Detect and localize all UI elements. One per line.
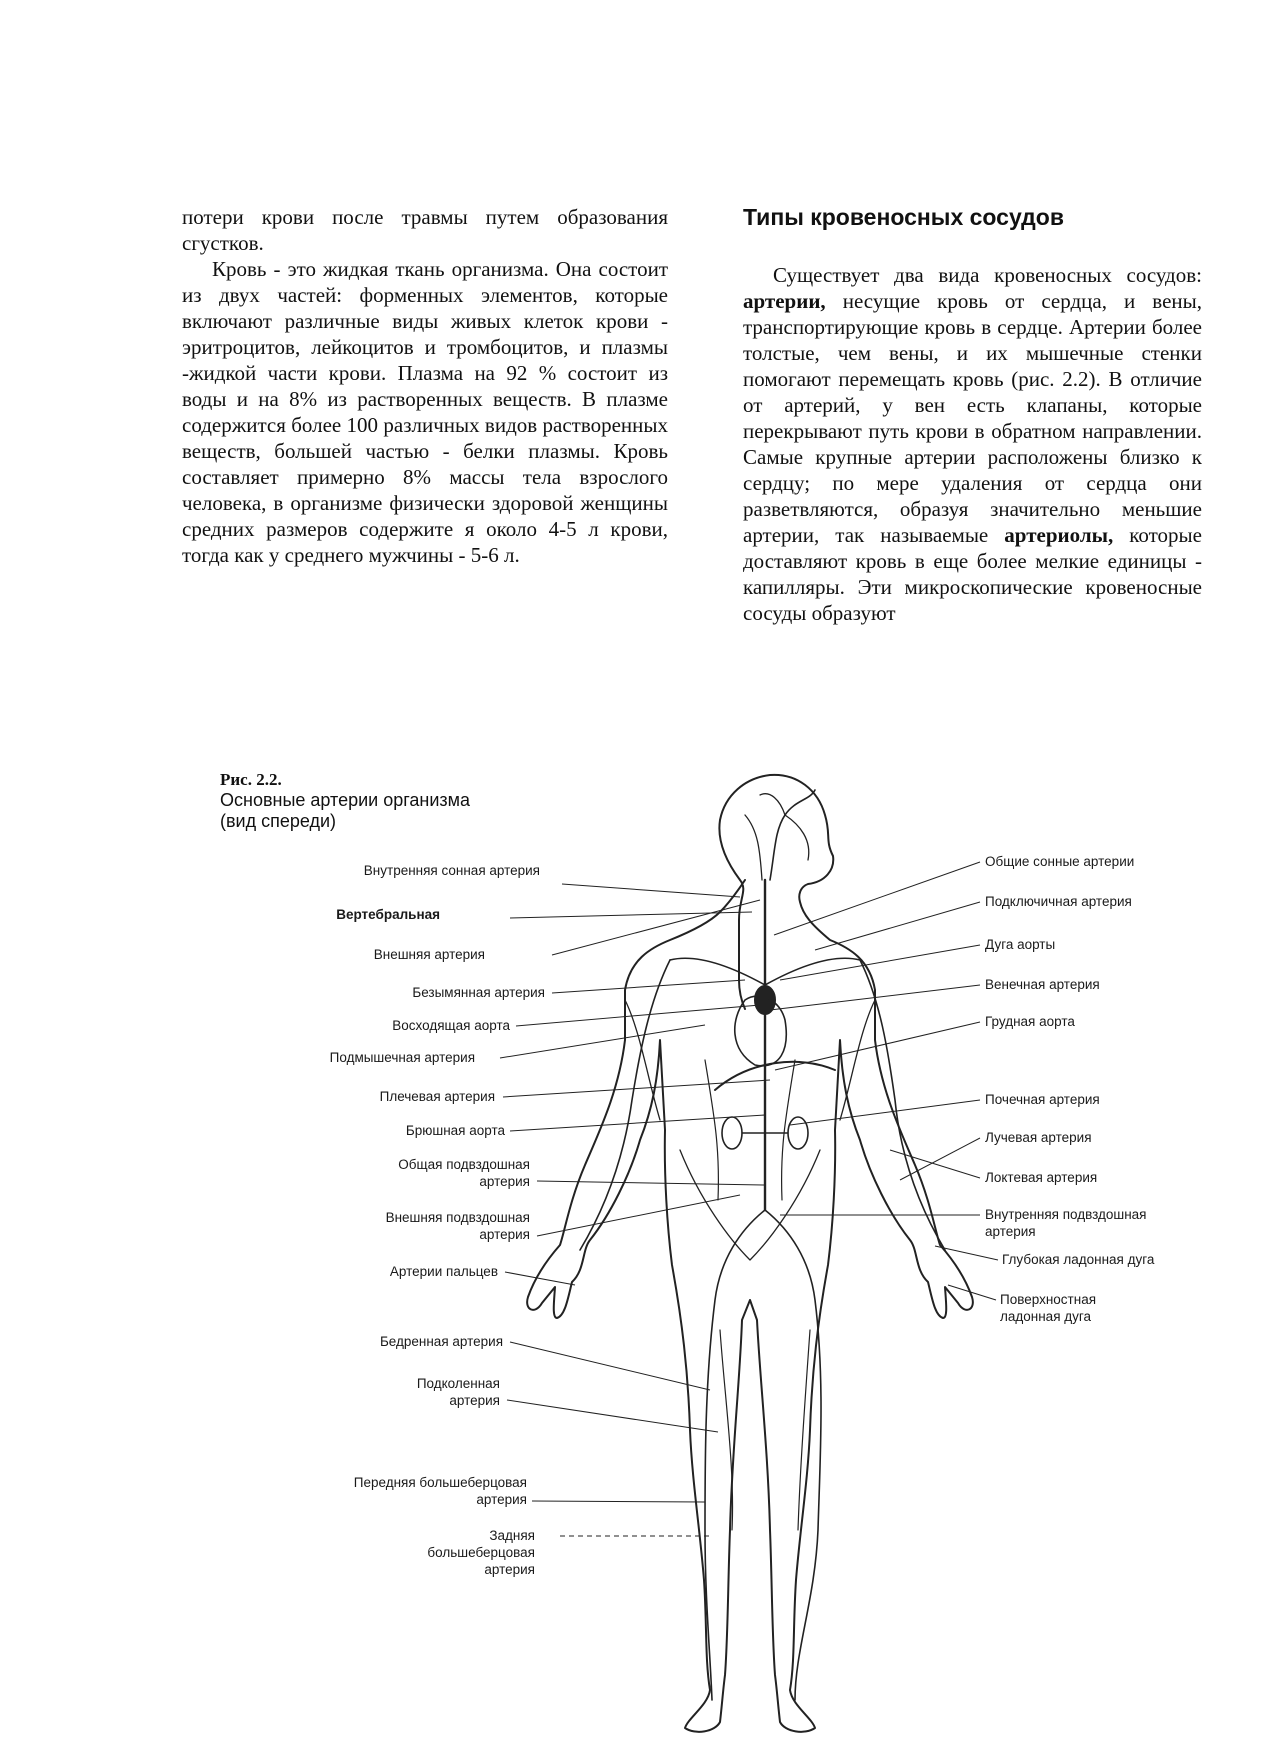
- label-external-iliac: Внешняя подвздошная артерия: [385, 1210, 530, 1242]
- label-internal-iliac: Внутренняя подвздошная артерия: [985, 1207, 1147, 1239]
- label-superficial-palmar-arch: Поверхностная ладонная дуга: [1000, 1292, 1097, 1324]
- figure-number: Рис. 2.2.: [220, 770, 282, 789]
- label-thoracic-aorta: Грудная аорта: [985, 1014, 1075, 1029]
- section-heading: Типы кровеносных сосудов: [743, 204, 1064, 230]
- label-vertebral: Вертебральная: [336, 907, 440, 922]
- body-outline: [527, 775, 973, 1732]
- label-axillary: Подмышечная артерия: [329, 1050, 475, 1065]
- label-digital-arteries: Артерии пальцев: [389, 1264, 498, 1279]
- label-abdominal-aorta: Брюшная аорта: [405, 1123, 505, 1138]
- right-text-a: Существует два вида кровеносных сосудов:: [773, 263, 1202, 287]
- left-paragraph-1: потери крови после травмы путем образования сгустков.: [182, 205, 668, 255]
- label-deep-palmar-arch: Глубокая ладонная дуга: [1002, 1252, 1155, 1267]
- label-radial: Лучевая артерия: [985, 1130, 1092, 1145]
- right-text-c: несущие кровь от сердца, и вены, транспортирующие кровь в сердце. Артерии более толстые, чем вены, и их мышечные стенки помогают перемещать кровь (рис. 2.2). В отличие от артерий, у вен есть клапаны, которые перекрывают путь крови в обратном направлении. Самые крупные артерии расположены близко к сердцу; по мере удаления от сердца они разветвляются, образуя значительно меньшие артерии, так называемые: [743, 289, 1202, 547]
- left-paragraph-2: Кровь - это жидкая ткань организма. Она состоит из двух частей: форменных элементов, которые включают различные виды живых клеток крови - эритроцитов, лейкоцитов и тромбоцитов, и плазмы -жидкой части крови. Плазма на 92 % состоит из воды и на 8% из растворенных веществ. В плазме содержится более 100 различных видов растворенных веществ, большей частью - белки плазмы. Кровь составляет примерно 8% массы тела взрослого человека, в организме физически здоровой женщины средних размеров содержите я около 4-5 л крови, тогда как у среднего мужчины - 5-6 л.: [182, 257, 668, 567]
- label-subclavian: Подключичная артерия: [985, 894, 1132, 909]
- label-posterior-tibial: Задняя большеберцовая артерия: [427, 1528, 535, 1577]
- label-brachiocephalic: Безымянная артерия: [412, 985, 545, 1000]
- label-external-artery: Внешняя артерия: [373, 947, 485, 962]
- right-text-e: которые доставляют кровь в еще более мелкие единицы - капилляры. Эти микроскопические кровеносные сосуды образуют: [743, 523, 1202, 625]
- label-coronary: Венечная артерия: [985, 977, 1100, 992]
- term-arteries: артерии,: [743, 289, 826, 313]
- label-common-iliac: Общая подвздошная артерия: [398, 1157, 530, 1189]
- label-brachial: Плечевая артерия: [379, 1089, 495, 1104]
- label-popliteal: Подколенная артерия: [416, 1376, 500, 1408]
- label-aortic-arch: Дуга аорты: [985, 937, 1056, 952]
- figure-caption-line-1: Основные артерии организма: [220, 790, 471, 810]
- label-common-carotid: Общие сонные артерии: [985, 854, 1135, 869]
- term-arterioles: артериолы,: [1004, 523, 1114, 547]
- label-femoral: Бедренная артерия: [379, 1334, 503, 1349]
- figure-caption-line-2: (вид спереди): [220, 811, 337, 831]
- label-ascending-aorta: Восходящая аорта: [392, 1018, 510, 1033]
- label-renal: Почечная артерия: [985, 1092, 1100, 1107]
- label-internal-carotid: Внутренняя сонная артерия: [363, 863, 540, 878]
- label-ulnar: Локтевая артерия: [985, 1170, 1098, 1185]
- label-anterior-tibial: Передняя большеберцовая артерия: [353, 1475, 527, 1507]
